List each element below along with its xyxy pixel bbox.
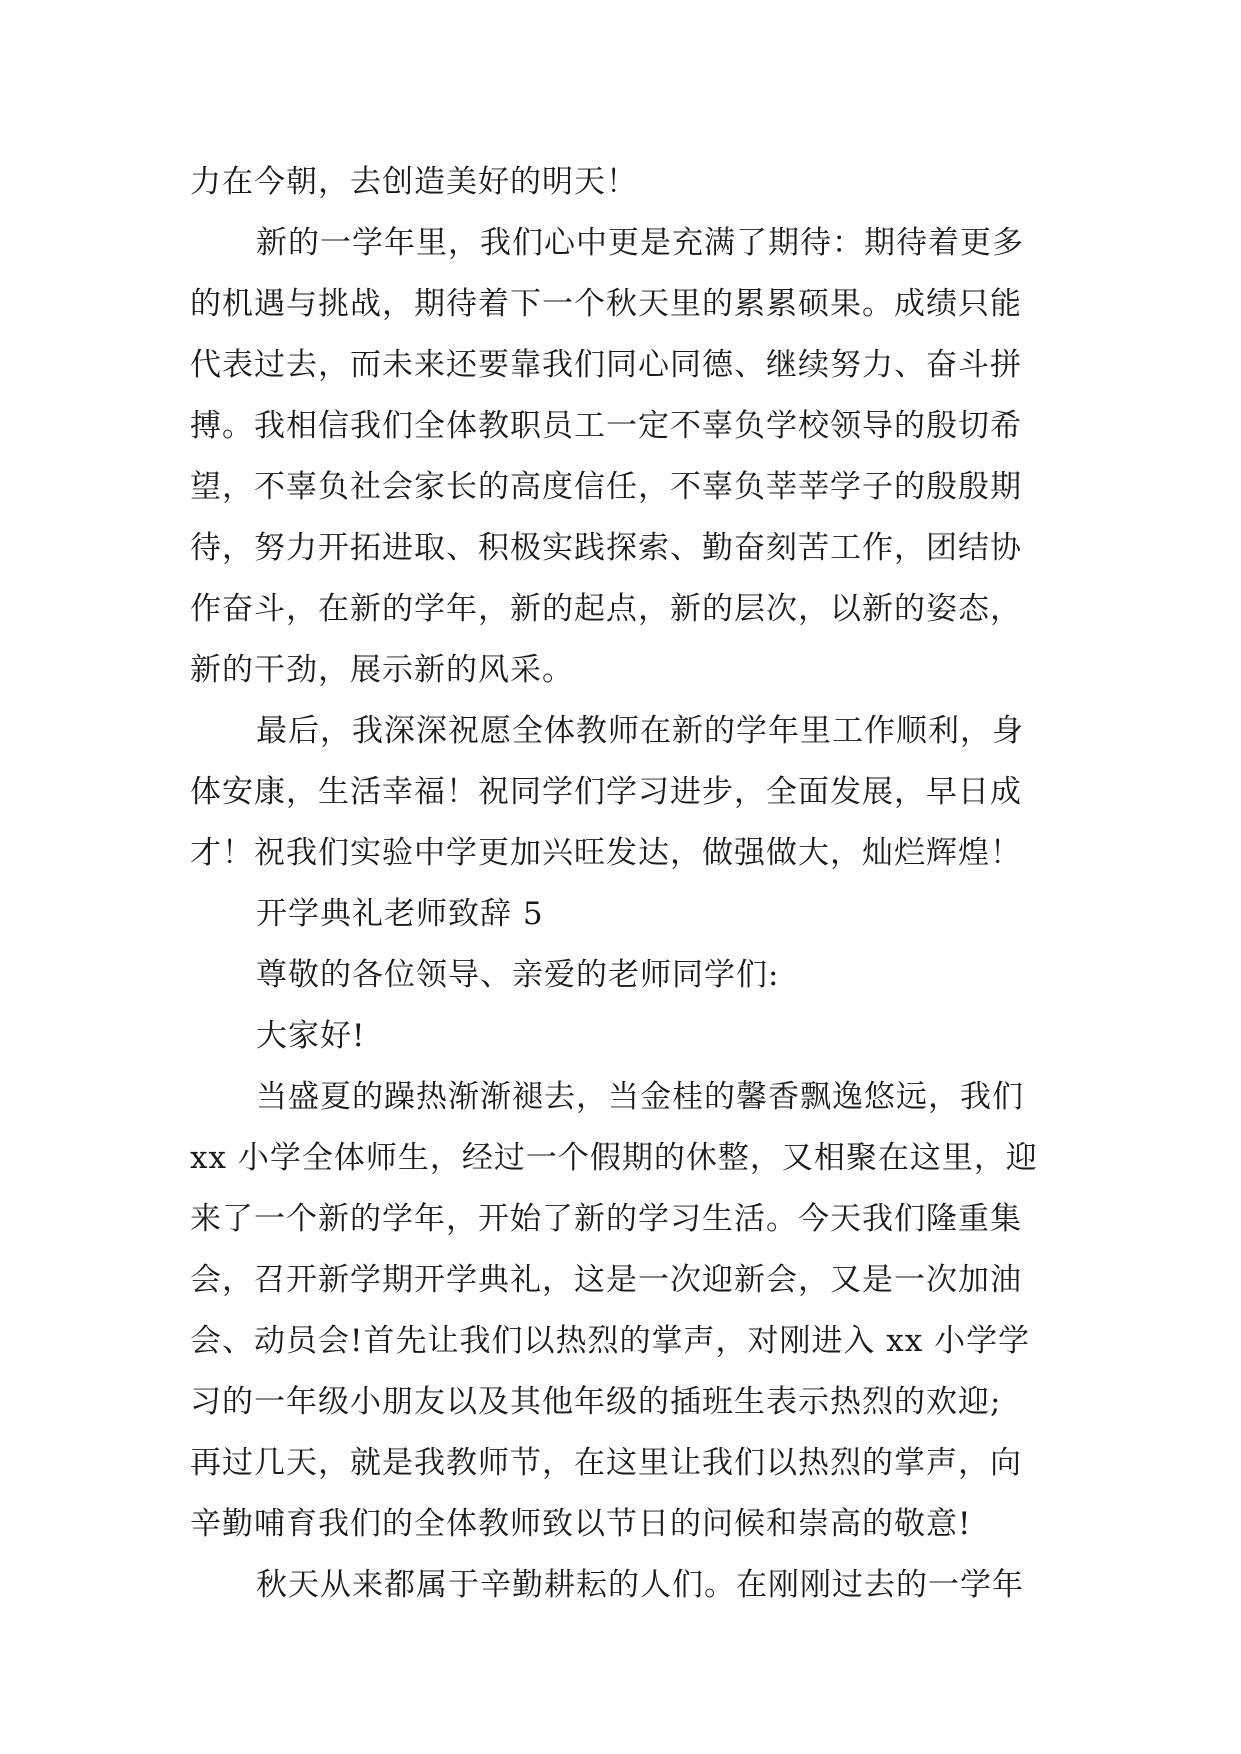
section-heading: 开学典礼老师致辞 5 <box>256 896 544 932</box>
text-line: 的机遇与挑战，期待着下一个秋天里的累累硕果。成绩只能 <box>190 286 1022 322</box>
text-line: 作奋斗，在新的学年，新的起点，新的层次，以新的姿态， <box>190 591 1022 627</box>
salutation: 尊敬的各位领导、亲爱的老师同学们: <box>256 957 780 993</box>
greeting: 大家好! <box>256 1018 366 1054</box>
text-line: 力在今朝，去创造美好的明天！ <box>190 164 638 200</box>
text-line: 待，努力开拓进取、积极实践探索、勤奋刻苦工作，团结协 <box>190 530 1022 566</box>
text-line: 搏。我相信我们全体教职员工一定不辜负学校领导的殷切希 <box>190 408 1022 444</box>
text-line: 才！祝我们实验中学更加兴旺发达，做强做大，灿烂辉煌！ <box>190 835 1022 871</box>
text-line: 来了一个新的学年，开始了新的学习生活。今天我们隆重集 <box>190 1201 1022 1237</box>
text-line: 习的一年级小朋友以及其他年级的插班生表示热烈的欢迎; <box>190 1384 1002 1420</box>
text-line: 新的干劲，展示新的风采。 <box>190 652 574 688</box>
text-line: 辛勤哺育我们的全体教师致以节日的问候和崇高的敬意! <box>190 1506 972 1542</box>
text-line: 秋天从来都属于辛勤耕耘的人们。在刚刚过去的一学年 <box>256 1567 1024 1603</box>
text-line: 新的一学年里，我们心中更是充满了期待：期待着更多 <box>256 225 1024 261</box>
text-line: 最后，我深深祝愿全体教师在新的学年里工作顺利，身 <box>256 713 1024 749</box>
text-line: 体安康，生活幸福！祝同学们学习进步，全面发展，早日成 <box>190 774 1022 810</box>
text-line: 会，召开新学期开学典礼，这是一次迎新会，又是一次加油 <box>190 1262 1022 1298</box>
text-line: 会、动员会!首先让我们以热烈的掌声，对刚进入 xx 小学学 <box>190 1323 1031 1359</box>
text-line: 再过几天，就是我教师节，在这里让我们以热烈的掌声，向 <box>190 1445 1022 1481</box>
text-line: 当盛夏的躁热渐渐褪去，当金桂的馨香飘逸悠远，我们 <box>256 1079 1024 1115</box>
text-line: 代表过去，而未来还要靠我们同心同德、继续努力、奋斗拼 <box>190 347 1022 383</box>
document-body <box>190 152 1056 1616</box>
text-line: xx 小学全体师生，经过一个假期的休整，又相聚在这里，迎 <box>190 1140 1038 1176</box>
text-line: 望，不辜负社会家长的高度信任，不辜负莘莘学子的殷殷期 <box>190 469 1022 505</box>
